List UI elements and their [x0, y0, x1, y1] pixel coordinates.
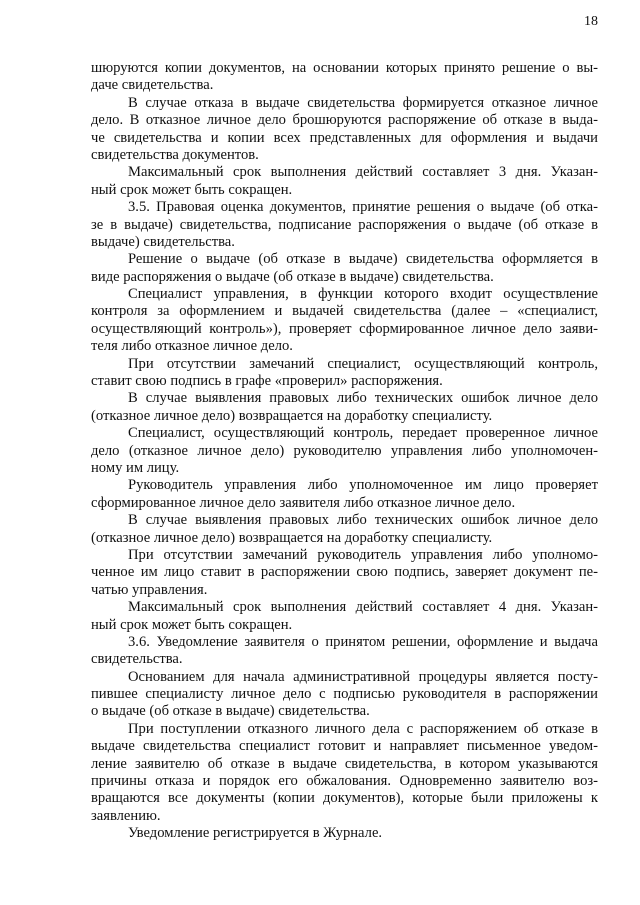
paragraph — [91, 477, 598, 512]
text-line: Основанием для начала административной процедуры является посту- — [128, 668, 598, 685]
text-line: Руководитель управления либо уполномоченное им лицо проверяет — [128, 477, 598, 494]
text-line: контроля за оформлением и выдачей свидетельства (далее – «специалист, — [91, 303, 598, 320]
text-line: В случае выявления правовых либо технических ошибок личное дело — [128, 512, 598, 529]
text-line: 3.6. Уведомление заявителя о принятом решении, оформление и выдача — [128, 633, 598, 650]
text-line: ставит свою подпись в графе «проверил» распоряжения. — [91, 373, 443, 390]
text-line: выдаче свидетельства специалист готовит и направляет письменное уведом- — [91, 738, 598, 755]
paragraph — [91, 512, 598, 547]
text-line: При поступлении отказного личного дела с распоряжением об отказе в — [128, 720, 598, 737]
text-line: дело (отказное личное дело) руководителю управления либо уполномочен- — [91, 442, 598, 459]
text-line: ление заявителю об отказе в выдаче свидетельства, в котором указываются — [91, 755, 598, 772]
text-line: дело. В отказное личное дело брошюруются распоряжение об отказе в выда- — [91, 112, 598, 129]
text-line: пившее специалисту личное дело с подписью руководителя в распоряжении — [91, 686, 598, 703]
text-line: чатью управления. — [91, 581, 208, 598]
text-line: заявлению. — [91, 807, 161, 824]
text-line: ному им лицу. — [91, 459, 180, 476]
text-line: В случае отказа в выдаче свидетельства формируется отказное личное — [128, 94, 598, 111]
paragraph — [91, 251, 598, 286]
paragraph — [91, 356, 598, 391]
text-line: выдаче) свидетельства. — [91, 233, 235, 250]
text-line: Решение о выдаче (об отказе в выдаче) свидетельства оформляется в — [128, 251, 598, 268]
text-line: ченное им лицо ставит в распоряжении свою подпись, заверяет документ пе- — [91, 564, 598, 581]
text-line: свидетельства. — [91, 651, 183, 668]
paragraph — [91, 95, 598, 165]
paragraph — [91, 669, 598, 721]
document-body — [91, 60, 598, 843]
text-line: (отказное личное дело) возвращается на доработку специалисту. — [91, 407, 493, 424]
text-line: зе в выдаче) свидетельства, подписание распоряжения о выдаче (об отказе в — [91, 216, 598, 233]
paragraph — [91, 199, 598, 251]
paragraph — [91, 286, 598, 356]
text-line: Максимальный срок выполнения действий составляет 3 дня. Указан- — [128, 164, 598, 181]
paragraph — [91, 425, 598, 477]
text-line: вращаются все документы (копии документов), которые были приложены к — [91, 790, 598, 807]
paragraph — [91, 390, 598, 425]
paragraph — [91, 721, 598, 825]
text-line: даче свидетельства. — [91, 77, 214, 94]
text-line: че свидетельства и копии всех представленных для оформления и выдачи — [91, 129, 598, 146]
text-line: 3.5. Правовая оценка документов, принятие решения о выдаче (об отка- — [128, 199, 598, 216]
text-line: В случае выявления правовых либо технических ошибок личное дело — [128, 390, 598, 407]
paragraph — [91, 825, 598, 842]
paragraph — [91, 599, 598, 634]
text-line: сформированное личное дело заявителя либо отказное личное дело. — [91, 494, 516, 511]
text-line: осуществляющий контроль»), проверяет сформированное личное дело заяви- — [91, 320, 598, 337]
text-line: ный срок может быть сокращен. — [91, 616, 293, 633]
page-number: 18 — [584, 14, 598, 29]
text-line: (отказное личное дело) возвращается на доработку специалисту. — [91, 529, 493, 546]
text-line: Специалист управления, в функции которого входит осуществление — [128, 286, 598, 303]
text-line: свидетельства документов. — [91, 146, 259, 163]
text-line: Уведомление регистрируется в Журнале. — [128, 825, 383, 842]
paragraph — [91, 634, 598, 669]
text-line: шюруются копии документов, на основании которых принято решение о вы- — [91, 60, 598, 76]
text-line: причины отказа и порядок его обжалования. Одновременно заявителю воз- — [91, 773, 598, 790]
paragraph — [91, 164, 598, 199]
text-line: ный срок может быть сокращен. — [91, 181, 293, 198]
text-line: теля либо отказное личное дело. — [91, 338, 293, 355]
text-line: Максимальный срок выполнения действий составляет 4 дня. Указан- — [128, 599, 598, 616]
paragraph — [91, 547, 598, 599]
text-line: Специалист, осуществляющий контроль, передает проверенное личное — [128, 425, 598, 442]
text-line: При отсутствии замечаний специалист, осуществляющий контроль, — [128, 355, 598, 372]
text-line: о выдаче (об отказе в выдаче) свидетельства. — [91, 703, 370, 720]
paragraph — [91, 60, 598, 95]
text-line: виде распоряжения о выдаче (об отказе в выдаче) свидетельства. — [91, 268, 494, 285]
text-line: При отсутствии замечаний руководитель управления либо уполномо- — [128, 546, 598, 563]
